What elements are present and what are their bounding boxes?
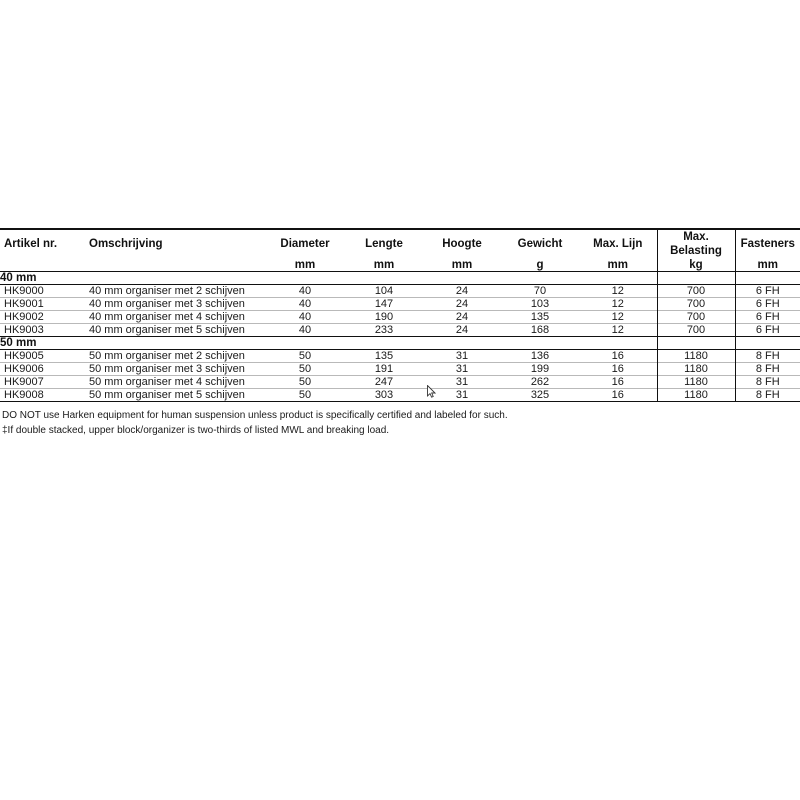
table-body [0, 271, 800, 402]
cell-max-lijn: 16 [579, 349, 657, 362]
unit-lengte: mm [373, 258, 395, 271]
unit-max-belasting: kg [657, 259, 735, 272]
cell-max-belasting: 700 [657, 310, 735, 323]
group-title-50mm: 50 mm [0, 336, 657, 349]
cell-fasteners: 6 FH [735, 297, 800, 310]
column-header-hoogte: Hoogte [423, 229, 501, 259]
cell-max-belasting: 700 [657, 297, 735, 310]
cell-gewicht: 70 [501, 284, 579, 297]
cell-diameter: 50 [265, 362, 345, 375]
cell-artikel-nr: HK9006 [0, 362, 85, 375]
cell-hoogte: 31 [423, 375, 501, 388]
cell-gewicht: 262 [501, 375, 579, 388]
cell-diameter: 50 [265, 375, 345, 388]
cell-artikel-nr: HK9005 [0, 349, 85, 362]
table-row[interactable] [0, 310, 800, 323]
cell-hoogte: 31 [423, 362, 501, 375]
cell-gewicht: 136 [501, 349, 579, 362]
table-header [0, 229, 800, 271]
header-unit-row [0, 259, 800, 272]
cell-diameter: 40 [265, 297, 345, 310]
cell-max-belasting: 1180 [657, 375, 735, 388]
group-spacer-fasteners [735, 271, 800, 284]
cell-omschrijving: 40 mm organiser met 4 schijven [85, 310, 265, 323]
footnote-safety: DO NOT use Harken equipment for human suspension unless product is specifically certified and labeled for such. [2, 409, 508, 421]
group-spacer-fasteners [735, 336, 800, 349]
cell-lengte: 247 [345, 375, 423, 388]
cell-omschrijving: 50 mm organiser met 3 schijven [85, 362, 265, 375]
table-row[interactable] [0, 323, 800, 336]
unit-omschrijving [85, 259, 265, 272]
cell-lengte: 135 [345, 349, 423, 362]
bottom-rule-left [0, 401, 657, 402]
unit-fasteners: mm [757, 258, 778, 271]
cell-max-belasting: 1180 [657, 362, 735, 375]
cell-lengte: 104 [345, 284, 423, 297]
cell-max-lijn: 12 [579, 310, 657, 323]
unit-artikel-nr [0, 259, 85, 272]
column-header-lengte: Lengte [345, 229, 423, 259]
cell-fasteners: 6 FH [735, 284, 800, 297]
cell-hoogte: 24 [423, 323, 501, 336]
cell-diameter: 50 [265, 388, 345, 401]
cell-lengte: 147 [345, 297, 423, 310]
cell-omschrijving: 50 mm organiser met 2 schijven [85, 349, 265, 362]
cell-max-lijn: 12 [579, 284, 657, 297]
column-header-max-lijn: Max. Lijn [579, 229, 657, 259]
cell-hoogte: 24 [423, 310, 501, 323]
cell-max-lijn: 16 [579, 388, 657, 401]
cell-max-belasting: 700 [657, 284, 735, 297]
cell-artikel-nr: HK9002 [0, 310, 85, 323]
cell-omschrijving: 40 mm organiser met 2 schijven [85, 284, 265, 297]
cell-gewicht: 168 [501, 323, 579, 336]
cell-diameter: 40 [265, 323, 345, 336]
cell-omschrijving: 40 mm organiser met 3 schijven [85, 297, 265, 310]
cell-lengte: 191 [345, 362, 423, 375]
cell-fasteners: 6 FH [735, 310, 800, 323]
table-row[interactable] [0, 284, 800, 297]
cell-lengte: 190 [345, 310, 423, 323]
spec-sheet [0, 228, 800, 438]
cell-max-belasting: 1180 [657, 388, 735, 401]
unit-gewicht: g [536, 258, 544, 271]
bottom-rule-belasting [657, 401, 735, 402]
footnote-double-stacked: ‡If double stacked, upper block/organizer is two-thirds of listed MWL and breaking load. [2, 424, 390, 436]
cell-gewicht: 103 [501, 297, 579, 310]
cell-max-belasting: 1180 [657, 349, 735, 362]
group-title-40mm: 40 mm [0, 271, 657, 284]
cell-artikel-nr: HK9008 [0, 388, 85, 401]
cell-fasteners: 8 FH [735, 375, 800, 388]
cell-diameter: 40 [265, 310, 345, 323]
column-header-gewicht: Gewicht [501, 229, 579, 259]
max-belasting-line2: Belasting [670, 245, 722, 258]
cell-artikel-nr: HK9000 [0, 284, 85, 297]
table-bottom-rule-row [0, 401, 800, 402]
cell-artikel-nr: HK9001 [0, 297, 85, 310]
footnotes [0, 408, 800, 438]
cell-max-lijn: 12 [579, 297, 657, 310]
group-header-row [0, 336, 800, 349]
unit-hoogte: mm [451, 258, 473, 271]
table-row[interactable] [0, 375, 800, 388]
table-row[interactable] [0, 362, 800, 375]
group-spacer-belasting [657, 271, 735, 284]
column-header-diameter: Diameter [265, 229, 345, 259]
unit-max-lijn: mm [607, 258, 628, 271]
cell-max-belasting: 700 [657, 323, 735, 336]
cell-diameter: 50 [265, 349, 345, 362]
bottom-rule-right [735, 401, 800, 402]
cell-fasteners: 6 FH [735, 323, 800, 336]
column-header-omschrijving: Omschrijving [85, 229, 265, 259]
group-spacer-belasting [657, 336, 735, 349]
cell-lengte: 233 [345, 323, 423, 336]
cell-omschrijving: 40 mm organiser met 5 schijven [85, 323, 265, 336]
column-header-max-belasting [657, 229, 735, 259]
header-label-row [0, 229, 800, 259]
specifications-table [0, 228, 800, 402]
column-header-artikel-nr: Artikel nr. [0, 229, 85, 259]
cell-fasteners: 8 FH [735, 362, 800, 375]
cell-gewicht: 325 [501, 388, 579, 401]
cell-hoogte: 31 [423, 349, 501, 362]
max-belasting-line1: Max. [683, 231, 709, 243]
cell-max-lijn: 16 [579, 362, 657, 375]
cell-hoogte: 24 [423, 284, 501, 297]
cell-hoogte: 31 [423, 388, 501, 401]
group-header-row [0, 271, 800, 284]
cell-lengte: 303 [345, 388, 423, 401]
cell-gewicht: 135 [501, 310, 579, 323]
cell-fasteners: 8 FH [735, 388, 800, 401]
table-row[interactable] [0, 349, 800, 362]
cell-max-lijn: 12 [579, 323, 657, 336]
table-row[interactable] [0, 297, 800, 310]
cell-omschrijving: 50 mm organiser met 5 schijven [85, 388, 265, 401]
column-header-fasteners: Fasteners [735, 229, 800, 259]
cell-max-lijn: 16 [579, 375, 657, 388]
unit-diameter: mm [294, 258, 316, 271]
cell-omschrijving: 50 mm organiser met 4 schijven [85, 375, 265, 388]
cell-artikel-nr: HK9003 [0, 323, 85, 336]
table-row[interactable] [0, 388, 800, 401]
cell-fasteners: 8 FH [735, 349, 800, 362]
cell-hoogte: 24 [423, 297, 501, 310]
cell-gewicht: 199 [501, 362, 579, 375]
cell-artikel-nr: HK9007 [0, 375, 85, 388]
cell-diameter: 40 [265, 284, 345, 297]
